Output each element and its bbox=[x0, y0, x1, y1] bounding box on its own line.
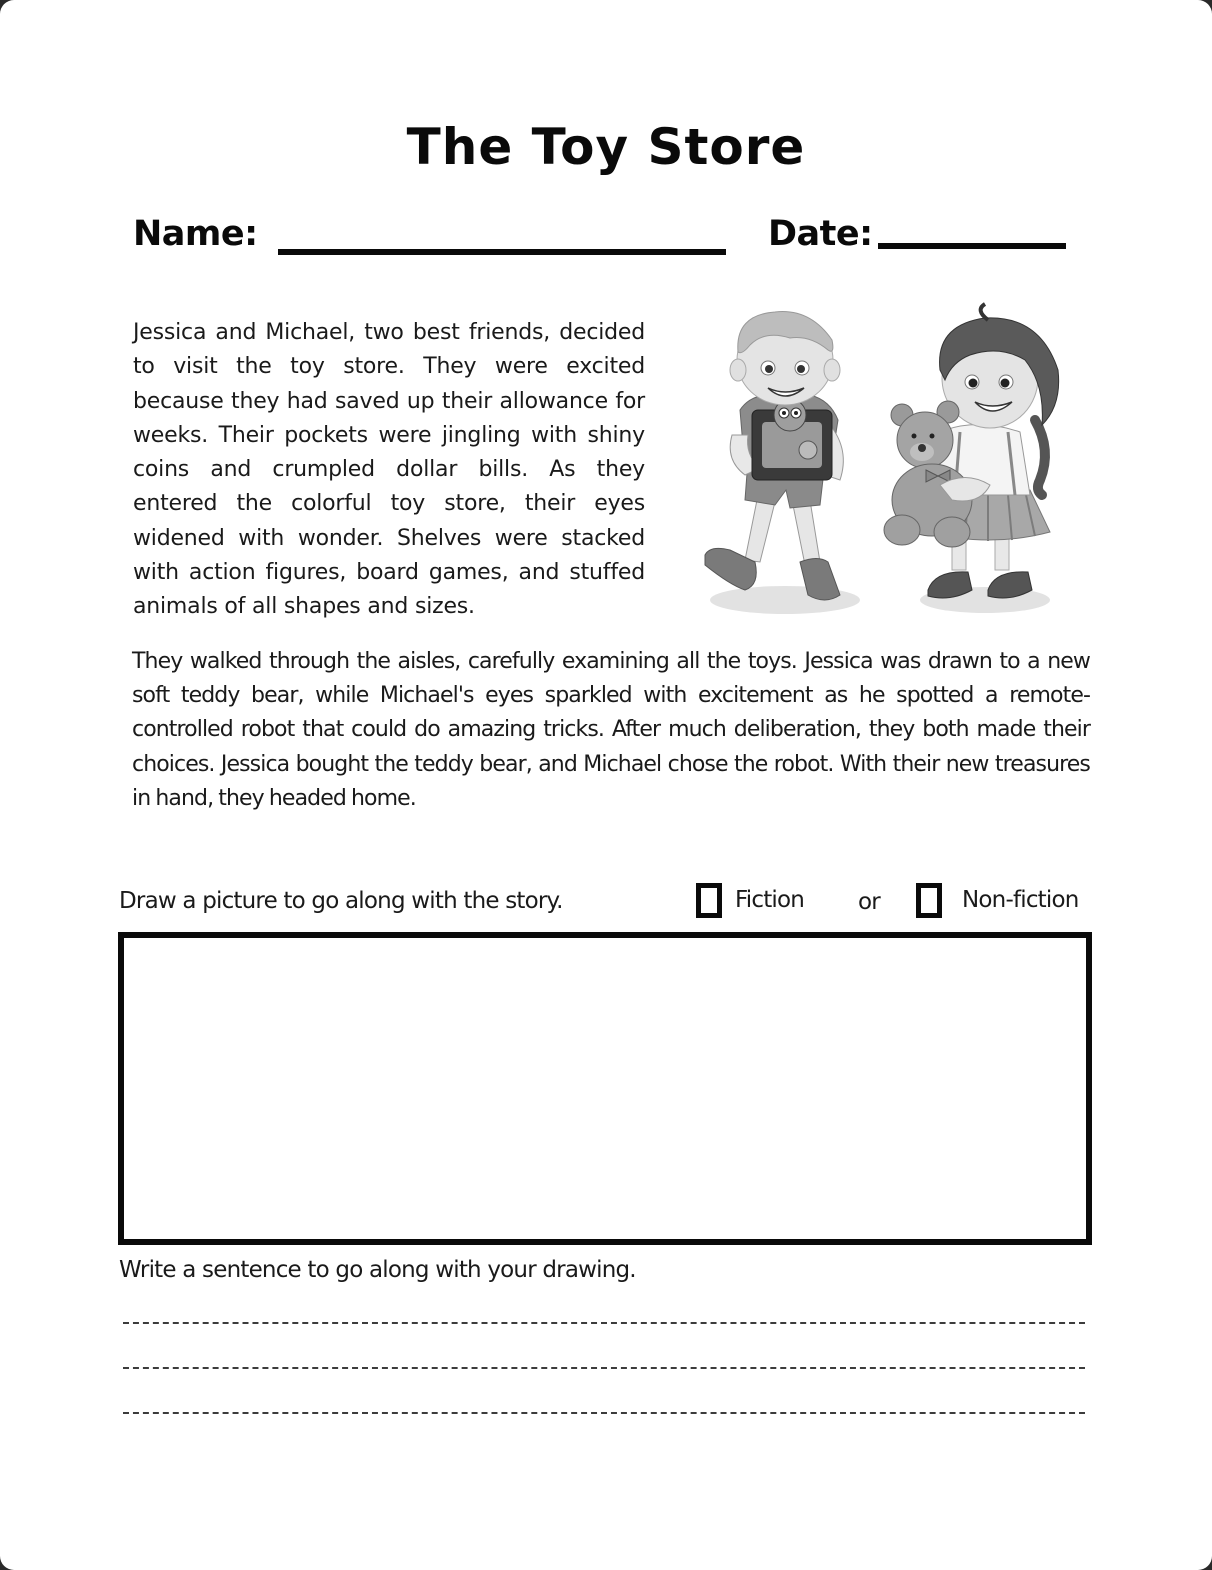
writing-line-2[interactable] bbox=[123, 1367, 1085, 1369]
non-fiction-label: Non-fiction bbox=[962, 887, 1079, 913]
fiction-label: Fiction bbox=[735, 887, 805, 913]
teddy-bear-icon bbox=[884, 401, 972, 547]
or-separator: or bbox=[858, 889, 880, 915]
worksheet-title: The Toy Store bbox=[406, 118, 806, 176]
children-with-toys-illustration bbox=[690, 300, 1080, 630]
writing-line-1[interactable] bbox=[123, 1322, 1085, 1324]
non-fiction-checkbox[interactable] bbox=[916, 883, 942, 918]
date-field-line[interactable] bbox=[878, 243, 1066, 249]
boy-figure-icon bbox=[705, 312, 843, 600]
girl-figure-icon bbox=[884, 304, 1059, 598]
name-field-line[interactable] bbox=[278, 249, 726, 255]
story-paragraph-2: They walked through the aisles, carefully examining all the toys. Jessica was drawn to a new soft teddy bear, while Michael's eyes sparkled with excitement as he spotted a remote-controlled robot that could do amazing tricks. After much deliberation, they both made their choices. Jessica bought the teddy bear, and Michael chose the robot. With their new treasures in hand, they headed home. bbox=[132, 649, 1090, 811]
story-paragraph-1: Jessica and Michael, two best friends, decided to visit the toy store. They were excited because they had saved up their allowance for weeks. Their pockets were jingling with shiny coins and crumpled dollar bills. As they entered the colorful toy store, their eyes widened with wonder. Shelves were stacked with action figures, board games, and stuffed animals of all shapes and sizes. bbox=[133, 320, 645, 620]
fiction-checkbox[interactable] bbox=[696, 883, 722, 918]
date-label: Date: bbox=[768, 214, 873, 254]
drawing-area[interactable] bbox=[118, 932, 1092, 1245]
writing-line-3[interactable] bbox=[123, 1412, 1085, 1414]
sentence-prompt: Write a sentence to go along with your drawing. bbox=[119, 1257, 636, 1283]
drawing-prompt: Draw a picture to go along with the story. bbox=[119, 888, 563, 914]
name-label: Name: bbox=[133, 214, 258, 254]
